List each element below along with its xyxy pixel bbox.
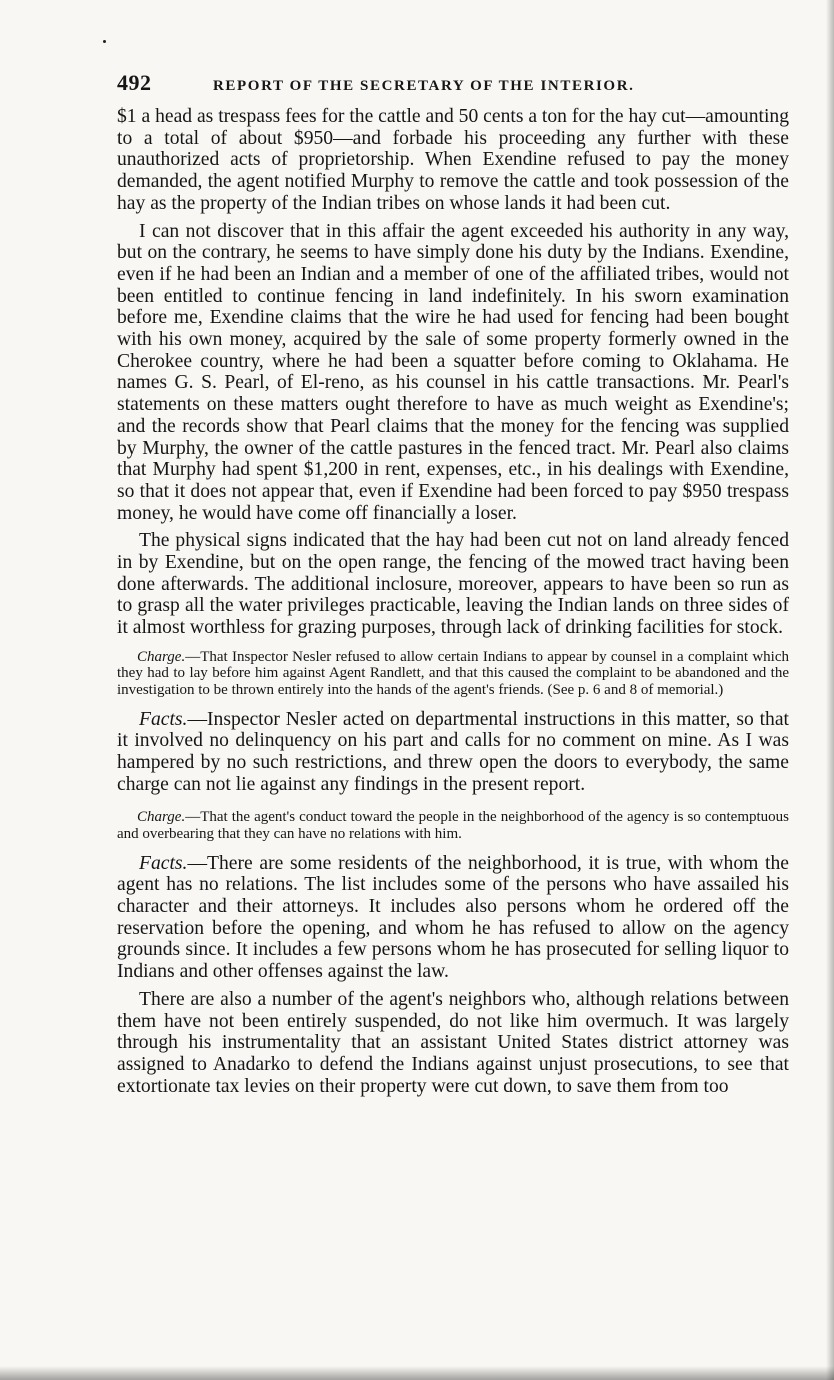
page-bottom-shadow (0, 1366, 834, 1380)
charge-label: Charge. (137, 648, 186, 665)
facts-label: Facts. (139, 708, 188, 730)
charge-text: —That Inspector Nesler refused to allow certain Indians to appear by counsel in a complaint which they had to lay before him against Agent Randlett, and that this caused the complaint to be abandoned and the investigation to be thrown entirely into the hands of the agent's friends. (See p. 6 and 8 of memorial.) (117, 648, 789, 699)
paragraph-authority: I can not discover that in this affair the agent exceeded his authority in any way, but on the contrary, he seems to have simply done his duty by the Indians. Exendine, even if he had been an Indian and a member of one of the affiliated tribes, would not been entitled to continue fencing in land indefinitely. In his sworn examination before me, Exendine claims that the wire he had used for fencing had been bought with his own money, acquired by the sale of some property formerly owned in the Cherokee country, where he had been a squatter before coming to Oklahama. He names G. S. Pearl, of El-reno, as his counsel in his cattle transactions. Mr. Pearl's statements on these matters ought therefore to have as much weight as Exendine's; and the records show that Pearl claims that the money for the fencing was supplied by Murphy, the owner of the cattle pastures in the fenced tract. Mr. Pearl also claims that Murphy had spent $1,200 in rent, expenses, etc., in his dealings with Exendine, so that it does not appear that, even if Exendine had been forced to pay $950 trespass money, he would have come off financially a loser. (117, 220, 789, 524)
running-head (117, 70, 789, 106)
charge-text: —That the agent's conduct toward the people in the neighborhood of the agency is so contemptuous and overbearing that they can have no relations with him. (117, 809, 789, 843)
paragraph-physical-signs: The physical signs indicated that the hay had been cut not on land already fenced in by Exendine, but on the open range, the fencing of the mowed tract having been done afterwards. The additional inclosure, moreover, appears to have been so run as to grasp all the water privileges practicable, leaving the Indian lands on three sides of it almost worthless for grazing purposes, through lack of drinking facilities for stock. (117, 530, 789, 639)
page-body (117, 70, 789, 1097)
paragraph-final: There are also a number of the agent's neighbors who, although relations between them have not been entirely suspended, do not like him overmuch. It was largely through his instrumentality that an assistant United States district attorney was assigned to Anadarko to defend the Indians against unjust prosecutions, to see that extortionate tax levies on their property were cut down, to save them from too (117, 988, 789, 1097)
running-title: REPORT OF THE SECRETARY OF THE INTERIOR. (213, 78, 635, 94)
facts-counsel (117, 709, 789, 796)
facts-text: —Inspector Nesler acted on departmental instructions in this matter, so that it involved no delinquency on his part and calls for no comment on mine. As I was hampered by no such restrictions, and threw open the doors to everybody, the same charge can not lie against any findings in the present report. (117, 708, 789, 795)
ink-speck (103, 40, 106, 43)
facts-label: Facts. (139, 852, 188, 874)
page-edge-shadow (826, 0, 834, 1380)
charge-conduct (117, 809, 789, 842)
page-number: 492 (117, 70, 152, 95)
charge-counsel (117, 649, 789, 699)
facts-text: —There are some residents of the neighborhood, it is true, with whom the agent has no relations. The list includes some of the persons who have assailed his character and their attorneys. It includes also persons whom he ordered off the reservation before the opening, and whom he has refused to allow on the agency grounds since. It includes a few persons whom he has prosecuted for selling liquor to Indians and other offenses against the law. (117, 852, 789, 983)
facts-neighbors (117, 853, 789, 983)
paragraph-continuation: $1 a head as trespass fees for the cattle and 50 cents a ton for the hay cut—amounting to a total of about $950—and forbade his proceeding any further with these unauthorized acts of proprietorship. When Exendine refused to pay the money demanded, the agent notified Murphy to remove the cattle and took possession of the hay as the property of the Indian tribes on whose lands it had been cut. (117, 106, 789, 214)
charge-label: Charge. (137, 809, 186, 826)
